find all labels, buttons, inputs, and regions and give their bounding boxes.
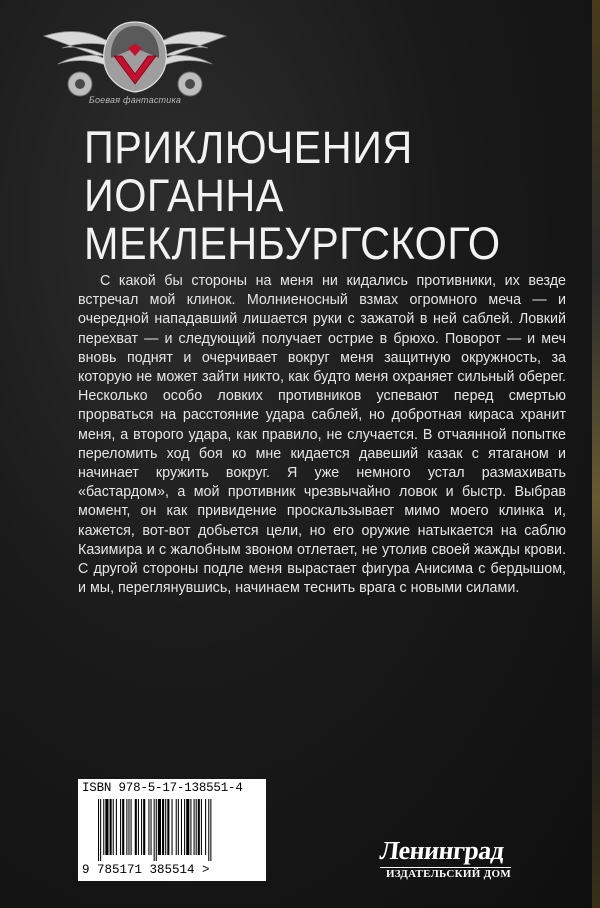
barcode-bar xyxy=(98,799,99,861)
barcode-bar xyxy=(141,799,142,855)
barcode-bar xyxy=(196,799,197,855)
title-line-2: ИОГАННА xyxy=(84,170,284,221)
barcode-bar xyxy=(103,799,104,855)
barcode-bar xyxy=(201,799,202,855)
blurb-paragraph: С какой бы стороны на меня ни кидались противники, их везде встречал мой клинок. Молниеносный взмах огромного меча — и очередной нападавший лишается руки с зажатой в ней саблей. Ловкий перехват — и следующий получает острие в брюхо. Поворот — и меч вновь поднят и очерчивает вокруг меня защитную окружность, за которую не может зайти никто, как будто меня охраняет сильный оберег. Несколько особо ловких противников успевают перед смертью прорваться на расстояние удара саблей, но добротная кираса хранит меня, а второго удара, как правило, не случается. В отчаянной попытке переломить ход боя ко мне кидается давеший казак с ятаганом и начинает кружить вокруг. Я уже немного устал размахивать «бастардом», а мой противник чрезвычайно ловок и быстр. Выбрав момент, он как привидение проскальзывает мимо моего клинка и, кажется, вот-вот добьется цели, но его оружие натыкается на саблю Казимира и с жалобным звоном отлетает, не утолив своей жажды крови. С другой стороны подле меня вырастает фигура Анисима с бердышом, и мы, переглянувшись, начинаем теснить врага с новыми силами. xyxy=(78,273,566,597)
barcode-bar xyxy=(190,799,191,855)
barcode-bar xyxy=(154,799,155,861)
publisher-logo xyxy=(380,838,530,886)
isbn-barcode-block xyxy=(78,779,266,881)
barcode-bar xyxy=(181,799,182,855)
barcode-bar xyxy=(165,799,166,855)
barcode-bar xyxy=(105,799,108,855)
barcode-bar xyxy=(172,799,173,855)
barcode-bar xyxy=(151,799,152,855)
barcode-bar xyxy=(148,799,149,855)
barcode-bar xyxy=(138,799,139,855)
barcode-bar xyxy=(158,799,161,855)
isbn-label: ISBN 978-5-17-138551-4 xyxy=(82,781,243,795)
barcode-bar xyxy=(208,799,209,861)
barcode-bar xyxy=(156,799,157,861)
series-label: Боевая фантастика xyxy=(88,95,182,105)
barcode-bar xyxy=(100,799,101,861)
barcode-bar xyxy=(143,799,145,855)
barcode-bar xyxy=(194,799,195,855)
barcode-bar xyxy=(113,799,114,855)
barcode-bar xyxy=(176,799,177,855)
barcode-bar xyxy=(178,799,179,855)
title-line-3: МЕКЛЕНБУРГСКОГО xyxy=(84,218,501,269)
ean-digits: 9 785171 385514 > xyxy=(82,863,210,877)
barcode-bar xyxy=(184,799,185,855)
barcode-bar xyxy=(186,799,189,855)
barcode-bar xyxy=(135,799,137,855)
barcode-bar xyxy=(162,799,164,855)
spine-edge xyxy=(592,0,600,908)
publisher-name: Ленинград xyxy=(378,836,506,865)
barcode-bar xyxy=(128,799,129,855)
barcode-icon xyxy=(98,799,258,861)
title-line-1: ПРИКЛЮЧЕНИЯ xyxy=(84,122,413,173)
book-title xyxy=(84,124,544,268)
publisher-subtitle: ИЗДАТЕЛЬСКИЙ ДОМ xyxy=(380,867,511,881)
barcode-bar xyxy=(120,799,121,855)
barcode-bar xyxy=(110,799,112,855)
barcode-bar xyxy=(210,799,211,861)
barcode-bar xyxy=(205,799,206,855)
barcode-bar xyxy=(116,799,117,855)
barcode-bar xyxy=(131,799,132,855)
barcode-bar xyxy=(167,799,169,855)
winged-helmet-emblem-icon xyxy=(40,8,230,108)
barcode-bar xyxy=(126,799,127,855)
barcode-bar xyxy=(122,799,124,855)
barcode-bar xyxy=(198,799,200,855)
